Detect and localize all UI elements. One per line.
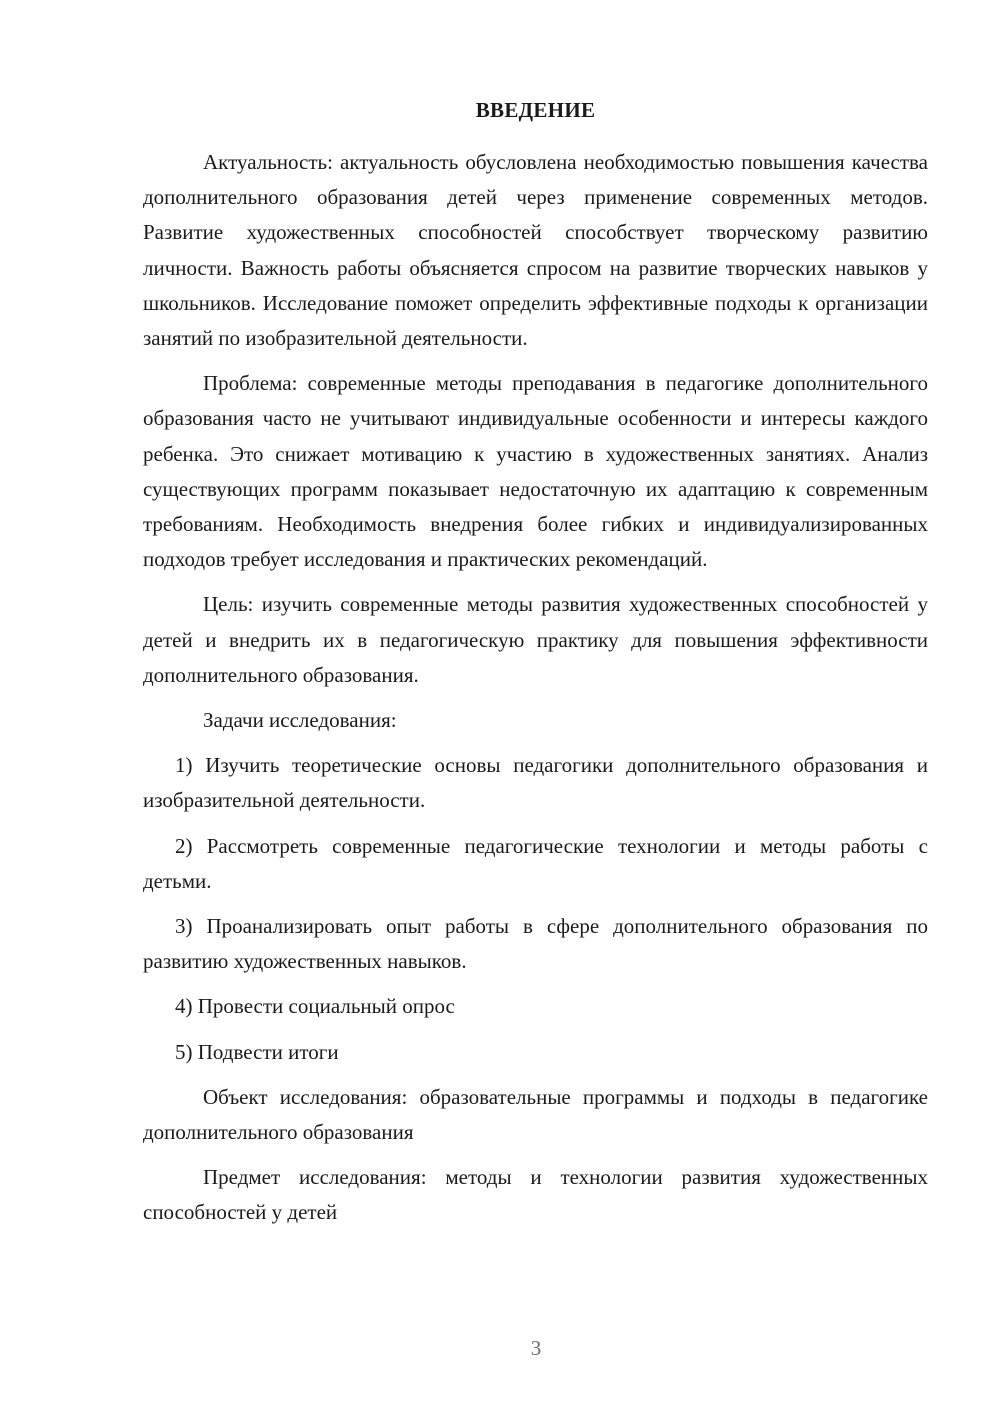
tasks-heading: Задачи исследования: xyxy=(203,708,397,733)
task-item-5: 5) Подвести итоги xyxy=(175,1039,339,1064)
paragraph-object: Объект исследования: образовательные программы и подходы в педагогике дополнительного образования xyxy=(143,1084,928,1145)
task-item-1: 1) Изучить теоретические основы педагогики дополнительного образования и изобразительной деятельности. xyxy=(143,753,928,813)
paragraph-subject: Предмет исследования: методы и технологии развития художественных способностей у детей xyxy=(143,1165,928,1225)
task-item-4: 4) Провести социальный опрос xyxy=(175,994,455,1019)
document-page xyxy=(143,95,928,1231)
section-title: ВВЕДЕНИЕ xyxy=(475,98,596,122)
paragraph-goal: Цель: изучить современные методы развития художественных способностей у детей и внедрить их в педагогическую практику для повышения эффективности дополнительного образования. xyxy=(143,592,928,687)
page-number: 3 xyxy=(530,1336,542,1360)
task-item-2: 2) Рассмотреть современные педагогические технологии и методы работы с детьми. xyxy=(143,833,928,893)
paragraph-problem: Проблема: современные методы преподавания в педагогике дополнительного образования часто не учитывают индивидуальные особенности и интересы каждого ребенка. Это снижает мотивацию к участию в художественных занятиях. Анализ существующих программ показывает недостаточную их адаптацию к современным требованиям. Необходимость внедрения более гибких и индивидуализированных подходов требует исследования и практических рекомендаций. xyxy=(143,371,928,572)
paragraph-relevance: Актуальность: актуальность обусловлена необходимостью повышения качества дополнительного образования детей через применение современных методов. Развитие художественных способностей способствует творческому развитию личности. Важность работы объясняется спросом на развитие творческих навыков у школьников. Исследование поможет определить эффективные подходы к организации занятий по изобразительной деятельности. xyxy=(143,150,928,351)
task-item-3: 3) Проанализировать опыт работы в сфере дополнительного образования по развитию художественных навыков. xyxy=(143,914,928,974)
